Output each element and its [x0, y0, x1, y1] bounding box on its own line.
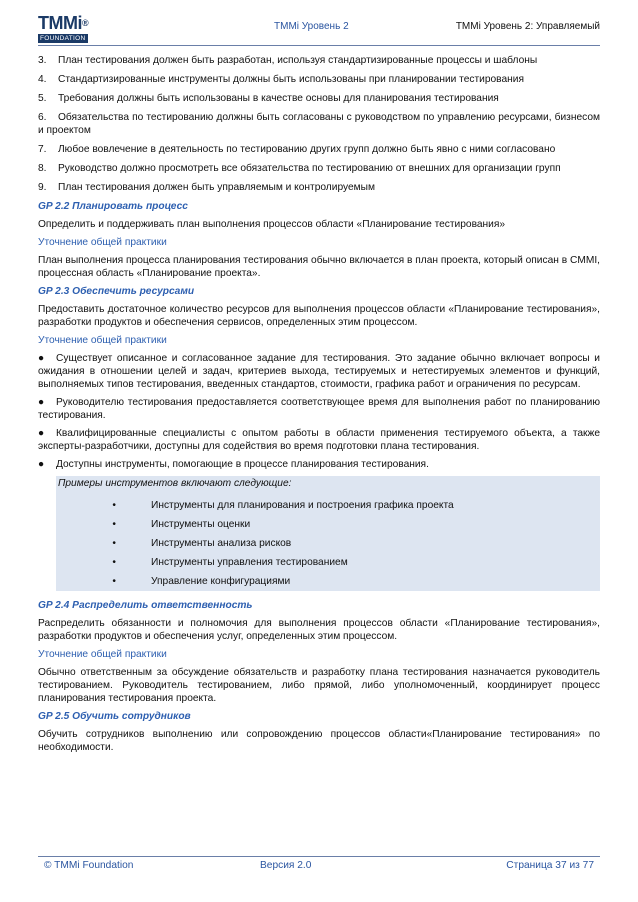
gp23-subheading: Уточнение общей практики [38, 335, 167, 346]
list-text: План тестирования должен быть управляемым и контролируемым [58, 182, 375, 193]
footer-divider [38, 856, 600, 857]
page-content [38, 54, 600, 759]
gp22-heading: GP 2.2 Планировать процесс [38, 201, 188, 212]
logo-registered-mark: ® [81, 18, 89, 28]
logo-foundation: FOUNDATION [40, 35, 86, 42]
bullet-text: Квалифицированные специалисты с опытом работы в области применения тестируемого объекта, а также эксперты-разработчики, доступны для содействия во время подготовки плана тестирования. [38, 428, 600, 452]
bullet-text: Существует описанное и согласованное задание для тестирования. Это задание обычно включает вопросы и ожидания в отношении целей и задач, критериев выхода, тестируемых и нетестируемых элементов и функций, выполняемых типов тестирования, введенных стандартов, стоимости, графика работ и ограничения по ресурсам. [38, 353, 600, 390]
list-text: Руководство должно просмотреть все обязательства по тестированию от внешних для организации групп [58, 163, 561, 174]
header-divider [38, 45, 600, 46]
bullet-text: Доступны инструменты, помогающие в процессе планирования тестирования. [56, 459, 429, 470]
examples-bullet: • [112, 519, 116, 530]
bullet-item [38, 352, 600, 391]
list-item [38, 111, 600, 137]
list-number: 3. [38, 55, 47, 66]
list-number: 9. [38, 182, 47, 193]
examples-text: Инструменты анализа рисков [151, 538, 292, 549]
list-item [38, 73, 600, 86]
gp25-heading: GP 2.5 Обучить сотрудников [38, 711, 191, 722]
list-item [38, 181, 600, 194]
list-number: 4. [38, 74, 47, 85]
footer-version: Версия 2.0 [260, 860, 312, 871]
examples-item [56, 496, 600, 515]
list-number: 6. [38, 112, 47, 123]
examples-item [56, 572, 600, 591]
gp24-text: Распределить обязанности и полномочия для выполнения процессов области «Планирование тестирования», разработки продуктов и обеспечения услуг, определенных этим процессом. [38, 618, 600, 642]
gp24-sub-text: Обычно ответственным за обсуждение обязательств и разработку плана тестирования назначается руководитель тестированием. Руководитель тестированием, либо прямой, либо уполномоченный, координирует процесс планирования тестирования проекта. [38, 667, 600, 704]
gp22-sub-text: План выполнения процесса планирования тестирования обычно включается в план проекта, который описан в CMMI, процессная область «Планирование проекта». [38, 255, 600, 279]
header-right-title: TMMi Уровень 2: Управляемый [455, 21, 600, 32]
bullet-mark: ● [38, 459, 45, 470]
gp23-heading: GP 2.3 Обеспечить ресурсами [38, 286, 195, 297]
footer-page-number: Страница 37 из 77 [506, 860, 594, 871]
list-item [38, 92, 600, 105]
bullet-item [38, 427, 600, 453]
examples-bullet: • [112, 538, 116, 549]
gp22-subheading: Уточнение общей практики [38, 237, 167, 248]
examples-item [56, 534, 600, 553]
examples-bullet: • [112, 557, 116, 568]
gp24-subheading: Уточнение общей практики [38, 649, 167, 660]
bullet-item [38, 396, 600, 422]
examples-bullet: • [112, 500, 116, 511]
examples-text: Управление конфигурациями [151, 576, 291, 587]
bullet-mark: ● [38, 353, 45, 364]
tmmi-logo [38, 14, 102, 42]
gp25-text: Обучить сотрудников выполнению или сопровождению процессов области«Планирование тестирования» по необходимости. [38, 729, 600, 753]
bullet-item [38, 458, 600, 471]
bullet-text: Руководителю тестирования предоставляется соответствующее время для выполнения работ по планированию тестирования. [38, 397, 600, 421]
list-item [38, 143, 600, 156]
gp24-heading: GP 2.4 Распределить ответственность [38, 600, 253, 611]
logo-text: TMMi [38, 13, 82, 33]
list-text: Требования должны быть использованы в качестве основы для планирования тестирования [58, 93, 499, 104]
list-text: Обязательства по тестированию должны быть согласованы с руководством по управлению ресурсами, бизнесом и проектом [38, 112, 600, 136]
list-number: 8. [38, 163, 47, 174]
footer-copyright: © TMMi Foundation [44, 860, 134, 871]
examples-bullet: • [112, 576, 116, 587]
list-number: 5. [38, 93, 47, 104]
examples-text: Инструменты оценки [151, 519, 251, 530]
list-number: 7. [38, 144, 47, 155]
bullet-mark: ● [38, 428, 45, 439]
examples-text: Инструменты для планирования и построения графика проекта [151, 500, 454, 511]
examples-box [56, 476, 600, 591]
list-text: Любое вовлечение в деятельность по тестированию других групп должно быть явно с ними согласовано [58, 144, 556, 155]
bullet-mark: ● [38, 397, 45, 408]
page-footer [38, 860, 600, 874]
examples-item [56, 553, 600, 572]
examples-item [56, 515, 600, 534]
list-item [38, 54, 600, 67]
list-item [38, 162, 600, 175]
page-header [38, 12, 600, 42]
gp22-text: Определить и поддерживать план выполнения процессов области «Планирование тестирования» [38, 219, 506, 230]
list-text: Стандартизированные инструменты должны быть использованы при планировании тестирования [58, 74, 524, 85]
gp23-text: Предоставить достаточное количество ресурсов для выполнения процессов области «Планирование тестирования», разработки продуктов и обеспечения сервисов, определенных этим процессом. [38, 304, 600, 328]
header-center-title: TMMi Уровень 2 [274, 21, 349, 32]
examples-box-title: Примеры инструментов включают следующие: [58, 478, 292, 489]
list-text: План тестирования должен быть разработан, используя стандартизированные процессы и шаблоны [58, 55, 538, 66]
examples-text: Инструменты управления тестированием [151, 557, 348, 568]
